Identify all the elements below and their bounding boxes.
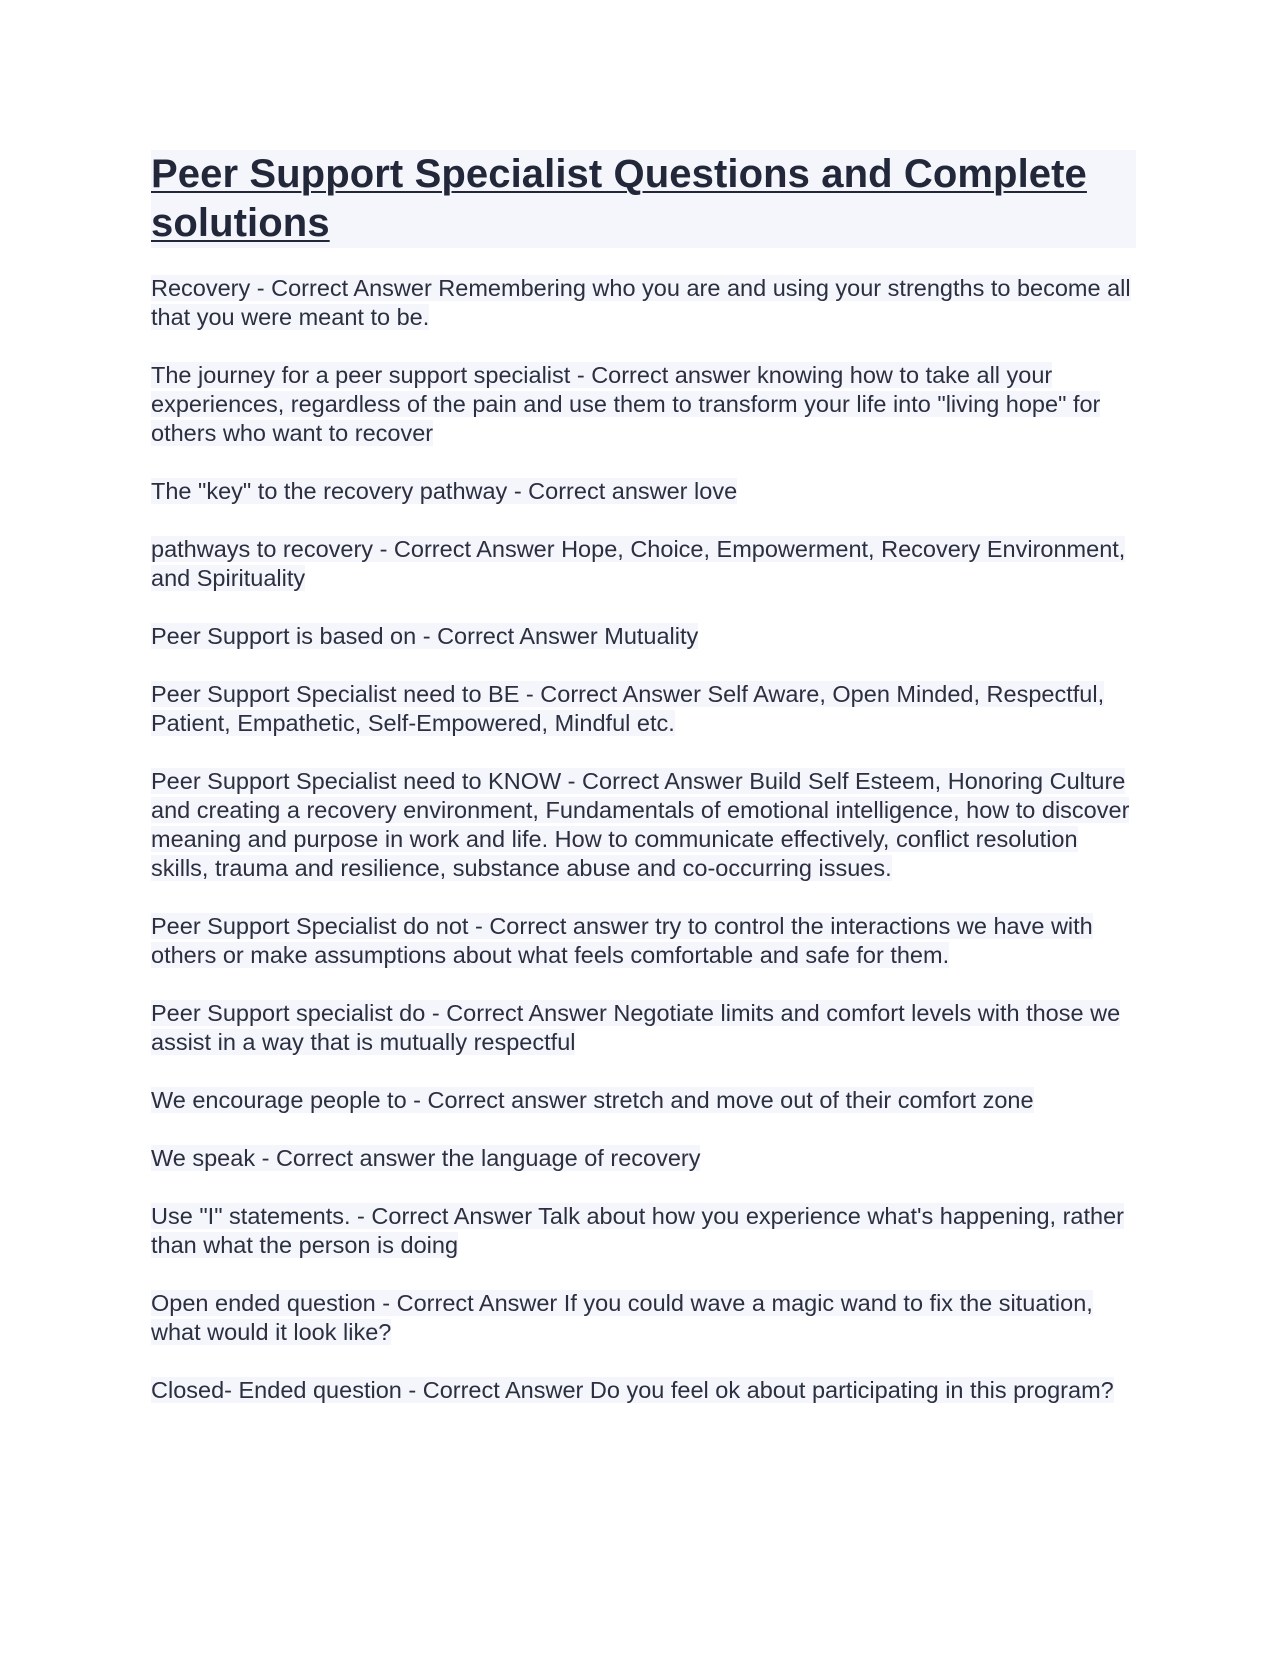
qa-text: The "key" to the recovery pathway - Correct answer love — [151, 478, 738, 504]
qa-item — [151, 1144, 1136, 1173]
qa-text: Peer Support Specialist need to KNOW - Correct Answer Build Self Esteem, Honoring Culture and creating a recovery environment, Fundamentals of emotional intelligence, how to discover meaning and purpose in work and life. How to communicate effectively, conflict resolution skills, trauma and resilience, substance abuse and co-occurring issues. — [151, 768, 1130, 881]
qa-item — [151, 361, 1136, 448]
qa-text: We speak - Correct answer the language of recovery — [151, 1145, 701, 1171]
qa-item — [151, 999, 1136, 1057]
qa-text: Peer Support Specialist need to BE - Correct Answer Self Aware, Open Minded, Respectful, Patient, Empathetic, Self-Empowered, Mindful etc. — [151, 681, 1105, 736]
document-title: Peer Support Specialist Questions and Complete solutions — [151, 152, 1087, 245]
qa-text: The journey for a peer support specialist - Correct answer knowing how to take all your experiences, regardless of the pain and use them to transform your life into "living hope" for others who want to recover — [151, 362, 1101, 446]
qa-item — [151, 912, 1136, 970]
qa-text: Closed- Ended question - Correct Answer Do you feel ok about participating in this program? — [151, 1377, 1114, 1403]
qa-text: Peer Support specialist do - Correct Answer Negotiate limits and comfort levels with those we assist in a way that is mutually respectful — [151, 1000, 1121, 1055]
qa-text: Recovery - Correct Answer Remembering who you are and using your strengths to become all that you were meant to be. — [151, 275, 1131, 330]
qa-item — [151, 477, 1136, 506]
qa-item — [151, 680, 1136, 738]
qa-item — [151, 1289, 1136, 1347]
qa-text: Peer Support is based on - Correct Answer Mutuality — [151, 623, 699, 649]
qa-text: We encourage people to - Correct answer stretch and move out of their comfort zone — [151, 1087, 1034, 1113]
qa-item — [151, 622, 1136, 651]
qa-text: Use "I" statements. - Correct Answer Talk about how you experience what's happening, rather than what the person is doing — [151, 1203, 1124, 1258]
qa-item — [151, 535, 1136, 593]
qa-item — [151, 1376, 1136, 1405]
qa-item — [151, 767, 1136, 883]
qa-text: Open ended question - Correct Answer If you could wave a magic wand to fix the situation, what would it look like? — [151, 1290, 1093, 1345]
qa-item — [151, 1202, 1136, 1260]
qa-item — [151, 1086, 1136, 1115]
qa-item — [151, 274, 1136, 332]
title-block — [151, 150, 1136, 248]
qa-text: pathways to recovery - Correct Answer Hope, Choice, Empowerment, Recovery Environment, and Spirituality — [151, 536, 1126, 591]
document-page — [151, 150, 1136, 1434]
qa-text: Peer Support Specialist do not - Correct answer try to control the interactions we have with others or make assumptions about what feels comfortable and safe for them. — [151, 913, 1093, 968]
